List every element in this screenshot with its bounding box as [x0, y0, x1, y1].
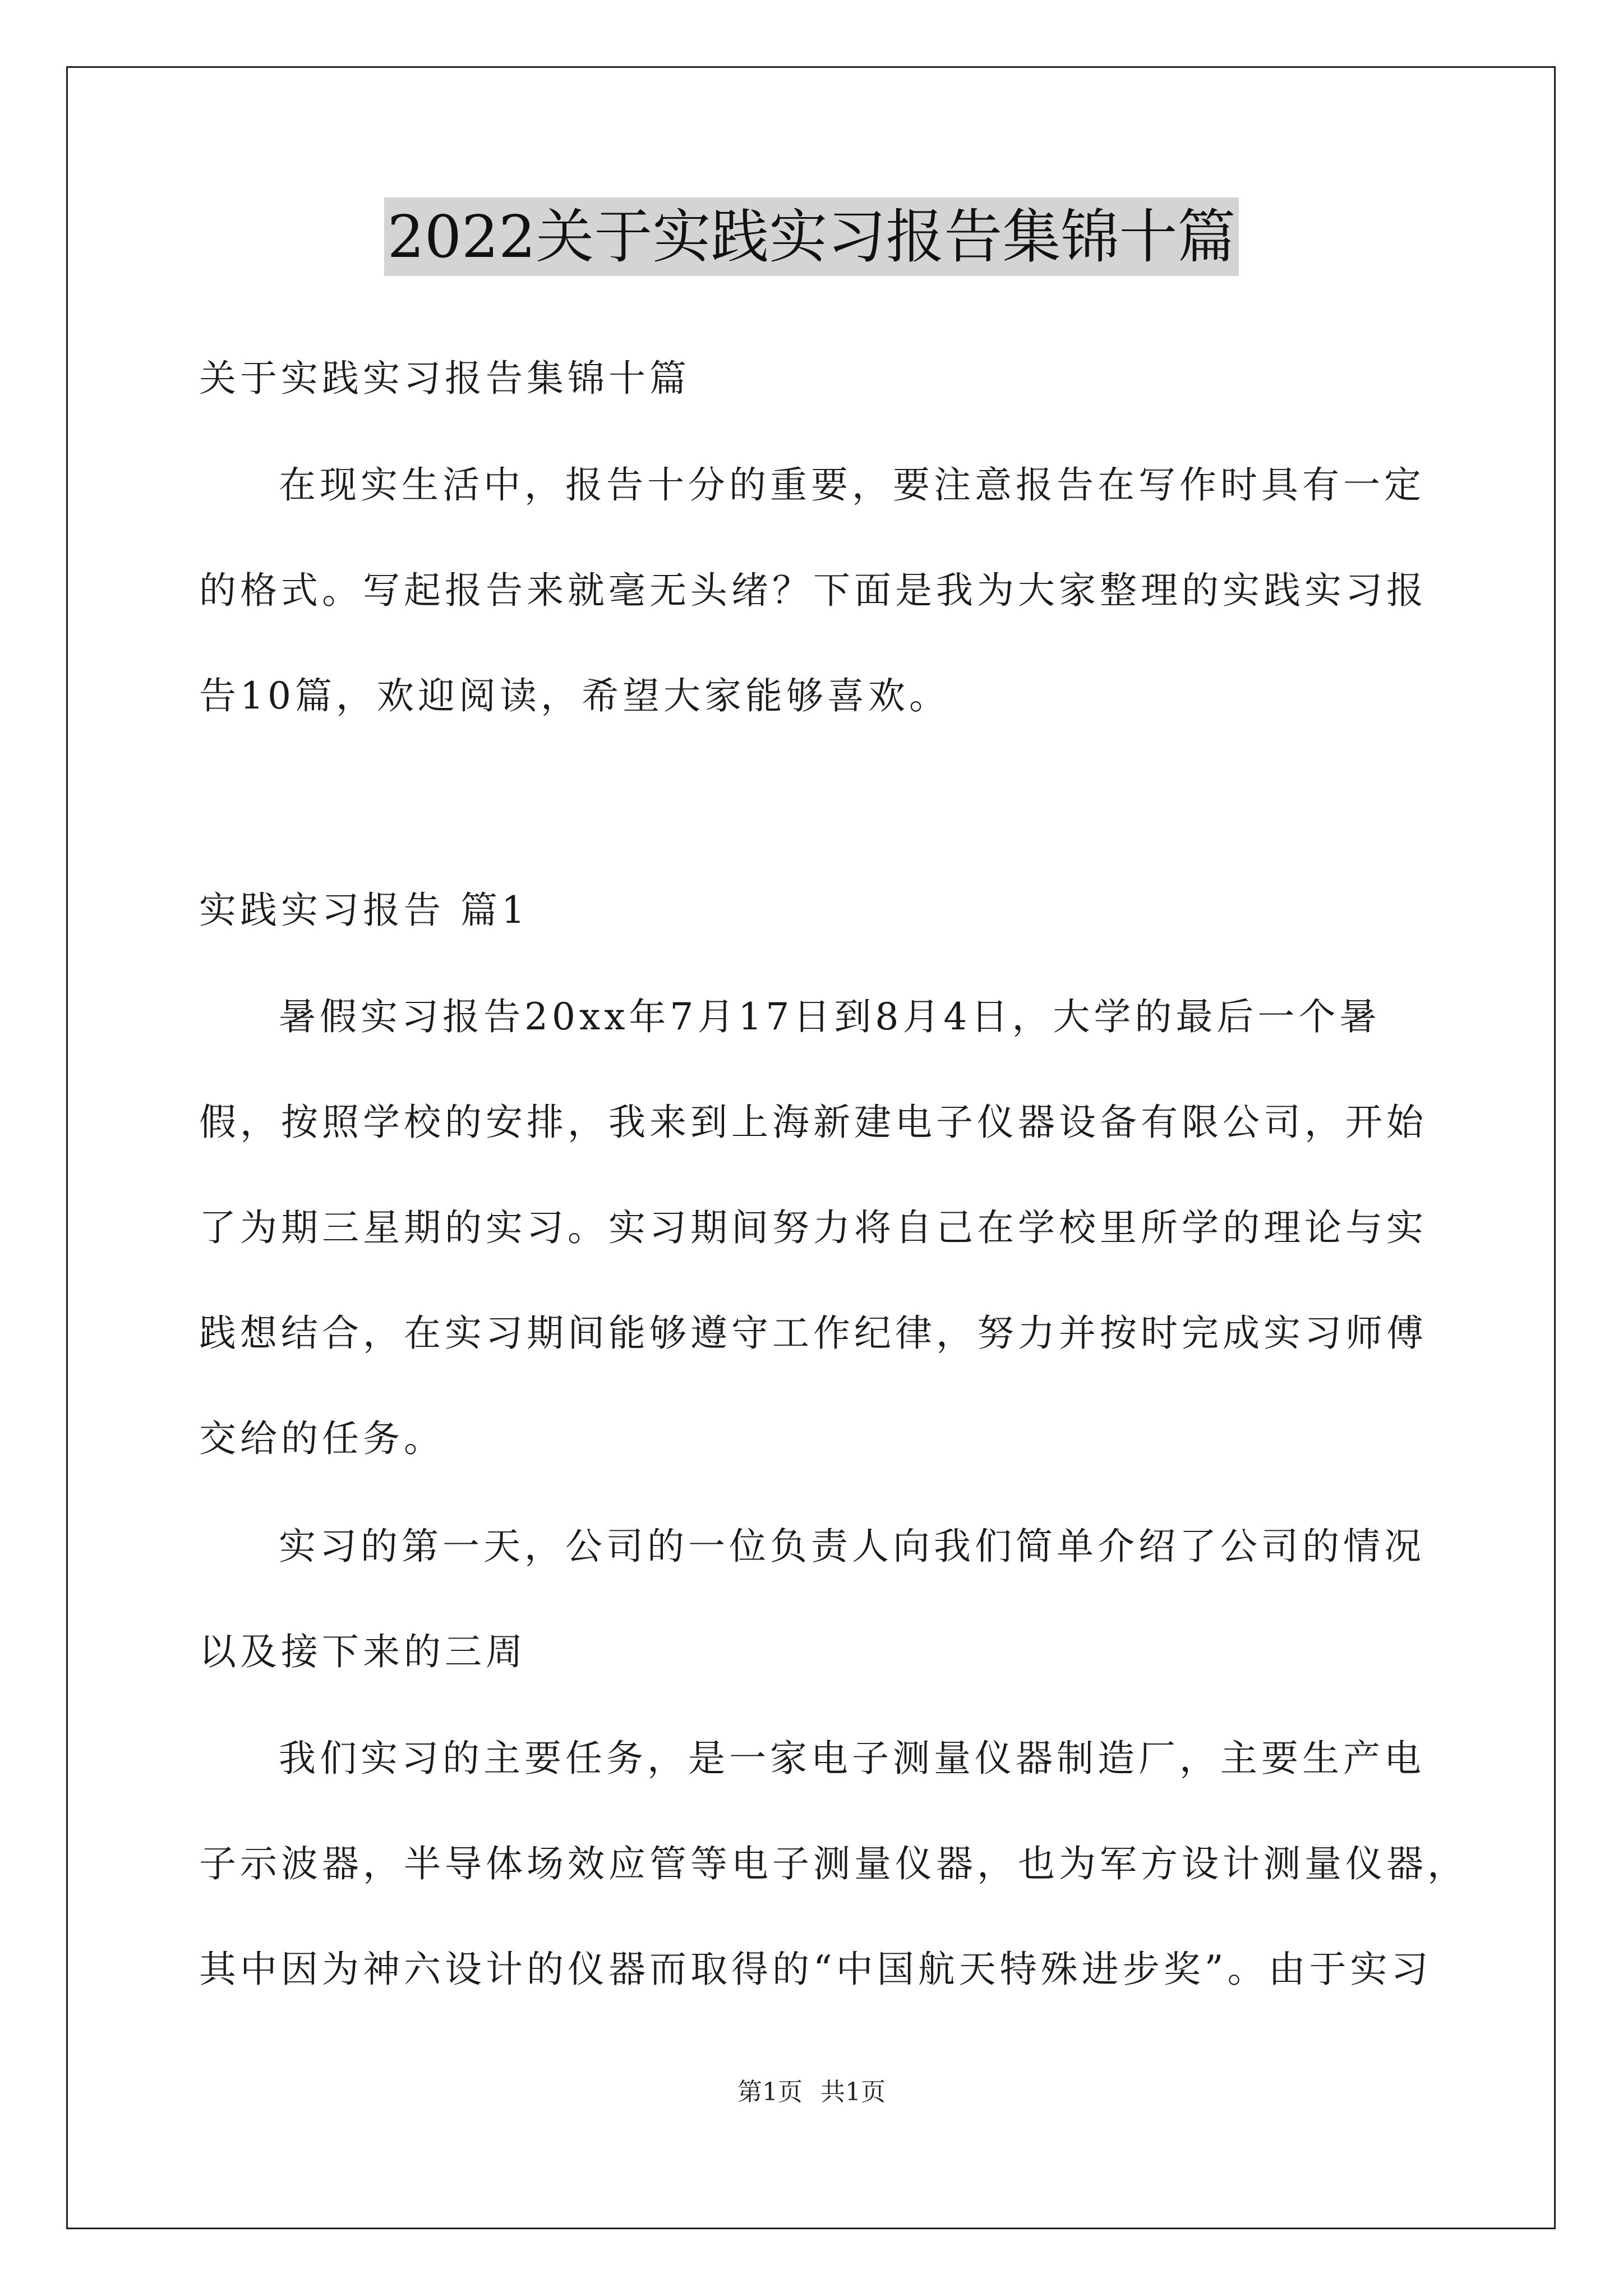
intro-line: 在现实生活中，报告十分的重要，要注意报告在写作时具有一定 — [279, 463, 1425, 507]
intro-line: 的格式。写起报告来就毫无头绪？下面是我为大家整理的实践实习报 — [199, 569, 1427, 612]
document-title: 2022关于实践实习报告集锦十篇 — [384, 197, 1239, 276]
paragraph-line: 子示波器，半导体场效应管等电子测量仪器，也为军方设计测量仪器， — [199, 1842, 1468, 1885]
paragraph-line: 交给的任务。 — [199, 1417, 445, 1460]
paragraph-line: 假，按照学校的安排，我来到上海新建电子仪器设备有限公司，开始 — [199, 1101, 1427, 1144]
document-subtitle: 关于实践实习报告集锦十篇 — [199, 357, 690, 400]
paragraph-line: 以及接下来的三周 — [199, 1630, 527, 1673]
title-container — [0, 197, 1623, 276]
page-footer — [0, 2076, 1623, 2109]
paragraph-line: 其中因为神六设计的仪器而取得的“中国航天特殊进步奖”。由于实习 — [199, 1948, 1432, 1991]
paragraph-line: 践想结合，在实习期间能够遵守工作纪律，努力并按时完成实习师傅 — [199, 1312, 1427, 1355]
paragraph-line: 了为期三星期的实习。实习期间努力将自己在学校里所学的理论与实 — [199, 1206, 1427, 1249]
page-number: 第1页 — [737, 2078, 803, 2106]
section-heading: 实践实习报告 篇1 — [199, 889, 529, 932]
paragraph-line: 实习的第一天，公司的一位负责人向我们简单介绍了公司的情况 — [279, 1525, 1425, 1568]
intro-line: 告10篇，欢迎阅读，希望大家能够喜欢。 — [199, 674, 950, 717]
page-total: 共1页 — [820, 2078, 886, 2106]
paragraph-line: 我们实习的主要任务，是一家电子测量仪器制造厂，主要生产电 — [279, 1737, 1425, 1780]
paragraph-line: 暑假实习报告20xx年7月17日到8月4日，大学的最后一个暑 — [279, 995, 1381, 1038]
